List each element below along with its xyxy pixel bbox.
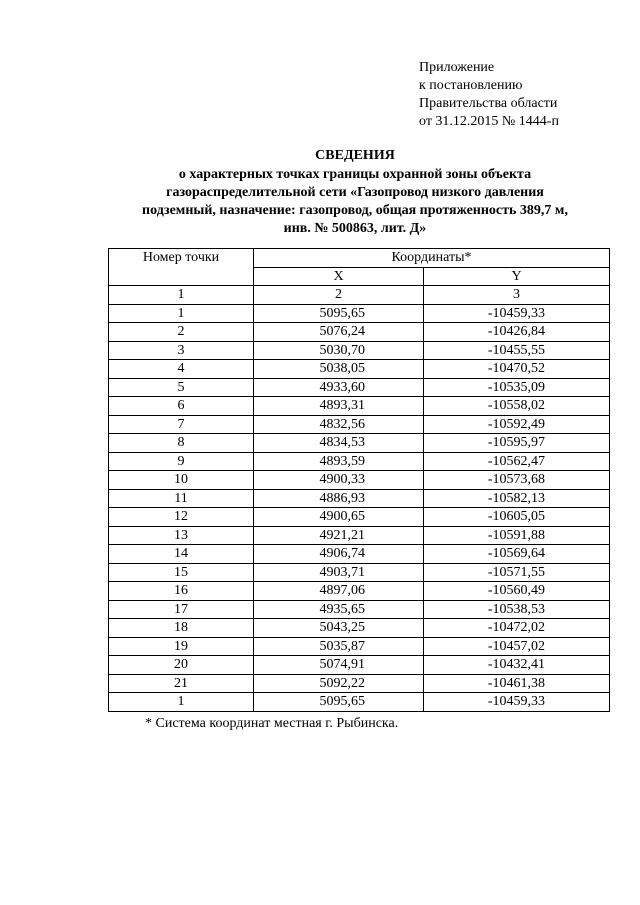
x-coordinate-cell: 5043,25 bbox=[254, 619, 424, 638]
point-number-cell: 12 bbox=[109, 508, 254, 527]
y-coordinate-cell: -10459,33 bbox=[424, 693, 610, 712]
document-heading: СВЕДЕНИЯ bbox=[315, 148, 395, 163]
x-coordinate-cell: 4903,71 bbox=[254, 563, 424, 582]
title-line: подземный, назначение: газопровод, общая протяженность 389,7 м, bbox=[142, 203, 568, 218]
table-row bbox=[109, 582, 610, 601]
x-coordinate-cell: 4906,74 bbox=[254, 545, 424, 564]
table-row bbox=[109, 471, 610, 490]
column-number-row bbox=[109, 286, 610, 305]
point-number-cell: 10 bbox=[109, 471, 254, 490]
point-number-cell: 1 bbox=[109, 304, 254, 323]
appendix-line: Правительства области bbox=[419, 96, 558, 111]
y-coordinate-cell: -10461,38 bbox=[424, 674, 610, 693]
point-number-cell: 13 bbox=[109, 526, 254, 545]
point-number-cell: 2 bbox=[109, 323, 254, 342]
table-row bbox=[109, 489, 610, 508]
table-row bbox=[109, 323, 610, 342]
y-coordinate-cell: -10573,68 bbox=[424, 471, 610, 490]
y-coordinate-cell: -10582,13 bbox=[424, 489, 610, 508]
column-number: 2 bbox=[254, 286, 424, 305]
point-number-cell: 3 bbox=[109, 341, 254, 360]
y-coordinate-cell: -10595,97 bbox=[424, 434, 610, 453]
x-coordinate-cell: 4900,33 bbox=[254, 471, 424, 490]
footnote: * Система координат местная г. Рыбинска. bbox=[145, 716, 399, 731]
y-coordinate-cell: -10535,09 bbox=[424, 378, 610, 397]
x-coordinate-cell: 5030,70 bbox=[254, 341, 424, 360]
table-row bbox=[109, 378, 610, 397]
appendix-reference bbox=[419, 59, 559, 131]
table-row bbox=[109, 563, 610, 582]
table-row bbox=[109, 545, 610, 564]
table-row bbox=[109, 341, 610, 360]
x-coordinate-cell: 5095,65 bbox=[254, 693, 424, 712]
y-coordinate-cell: -10459,33 bbox=[424, 304, 610, 323]
point-number-cell: 9 bbox=[109, 452, 254, 471]
column-number: 1 bbox=[109, 286, 254, 305]
point-number-cell: 21 bbox=[109, 674, 254, 693]
x-coordinate-cell: 4893,59 bbox=[254, 452, 424, 471]
point-number-cell: 8 bbox=[109, 434, 254, 453]
y-coordinate-cell: -10472,02 bbox=[424, 619, 610, 638]
table-row bbox=[109, 434, 610, 453]
table-body bbox=[109, 304, 610, 711]
table-row bbox=[109, 397, 610, 416]
table-row bbox=[109, 304, 610, 323]
x-coordinate-cell: 4832,56 bbox=[254, 415, 424, 434]
y-coordinate-cell: -10605,05 bbox=[424, 508, 610, 527]
y-coordinate-cell: -10592,49 bbox=[424, 415, 610, 434]
x-coordinate-cell: 4921,21 bbox=[254, 526, 424, 545]
point-number-cell: 7 bbox=[109, 415, 254, 434]
point-number-cell: 6 bbox=[109, 397, 254, 416]
x-coordinate-cell: 4893,31 bbox=[254, 397, 424, 416]
x-coordinate-cell: 4897,06 bbox=[254, 582, 424, 601]
point-number-cell: 1 bbox=[109, 693, 254, 712]
point-number-cell: 16 bbox=[109, 582, 254, 601]
title-line: газораспределительной сети «Газопровод низкого давления bbox=[166, 185, 544, 200]
x-coordinate-cell: 5092,22 bbox=[254, 674, 424, 693]
table-row bbox=[109, 637, 610, 656]
y-coordinate-cell: -10558,02 bbox=[424, 397, 610, 416]
table-row bbox=[109, 508, 610, 527]
title-line: инв. № 500863, лит. Д» bbox=[283, 221, 427, 236]
x-coordinate-cell: 4933,60 bbox=[254, 378, 424, 397]
table-row bbox=[109, 674, 610, 693]
x-coordinate-cell: 5035,87 bbox=[254, 637, 424, 656]
y-coordinate-cell: -10457,02 bbox=[424, 637, 610, 656]
point-number-cell: 18 bbox=[109, 619, 254, 638]
point-number-cell: 15 bbox=[109, 563, 254, 582]
column-number: 3 bbox=[424, 286, 610, 305]
title-line: о характерных точках границы охранной зоны объекта bbox=[178, 167, 532, 182]
header-x: X bbox=[254, 267, 424, 286]
point-number-cell: 5 bbox=[109, 378, 254, 397]
y-coordinate-cell: -10538,53 bbox=[424, 600, 610, 619]
x-coordinate-cell: 4886,93 bbox=[254, 489, 424, 508]
y-coordinate-cell: -10591,88 bbox=[424, 526, 610, 545]
appendix-line: от 31.12.2015 № 1444-п bbox=[419, 114, 559, 129]
table-row bbox=[109, 526, 610, 545]
header-point-number: Номер точки bbox=[109, 249, 254, 286]
point-number-cell: 20 bbox=[109, 656, 254, 675]
document-title bbox=[100, 147, 610, 238]
point-number-cell: 17 bbox=[109, 600, 254, 619]
table-row bbox=[109, 452, 610, 471]
y-coordinate-cell: -10571,55 bbox=[424, 563, 610, 582]
y-coordinate-cell: -10426,84 bbox=[424, 323, 610, 342]
x-coordinate-cell: 4834,53 bbox=[254, 434, 424, 453]
x-coordinate-cell: 5076,24 bbox=[254, 323, 424, 342]
table-row bbox=[109, 360, 610, 379]
x-coordinate-cell: 5074,91 bbox=[254, 656, 424, 675]
header-coordinates: Координаты* bbox=[254, 249, 610, 268]
point-number-cell: 4 bbox=[109, 360, 254, 379]
table-row bbox=[109, 619, 610, 638]
header-y: Y bbox=[424, 267, 610, 286]
y-coordinate-cell: -10432,41 bbox=[424, 656, 610, 675]
point-number-cell: 11 bbox=[109, 489, 254, 508]
appendix-line: Приложение bbox=[419, 60, 495, 75]
y-coordinate-cell: -10455,55 bbox=[424, 341, 610, 360]
point-number-cell: 14 bbox=[109, 545, 254, 564]
y-coordinate-cell: -10470,52 bbox=[424, 360, 610, 379]
x-coordinate-cell: 5095,65 bbox=[254, 304, 424, 323]
point-number-cell: 19 bbox=[109, 637, 254, 656]
y-coordinate-cell: -10560,49 bbox=[424, 582, 610, 601]
table-row bbox=[109, 415, 610, 434]
table-row bbox=[109, 656, 610, 675]
x-coordinate-cell: 4935,65 bbox=[254, 600, 424, 619]
appendix-line: к постановлению bbox=[419, 78, 523, 93]
y-coordinate-cell: -10562,47 bbox=[424, 452, 610, 471]
y-coordinate-cell: -10569,64 bbox=[424, 545, 610, 564]
x-coordinate-cell: 4900,65 bbox=[254, 508, 424, 527]
table-row bbox=[109, 693, 610, 712]
x-coordinate-cell: 5038,05 bbox=[254, 360, 424, 379]
table-header-row bbox=[109, 249, 610, 268]
coordinates-table bbox=[108, 248, 610, 712]
table-row bbox=[109, 600, 610, 619]
